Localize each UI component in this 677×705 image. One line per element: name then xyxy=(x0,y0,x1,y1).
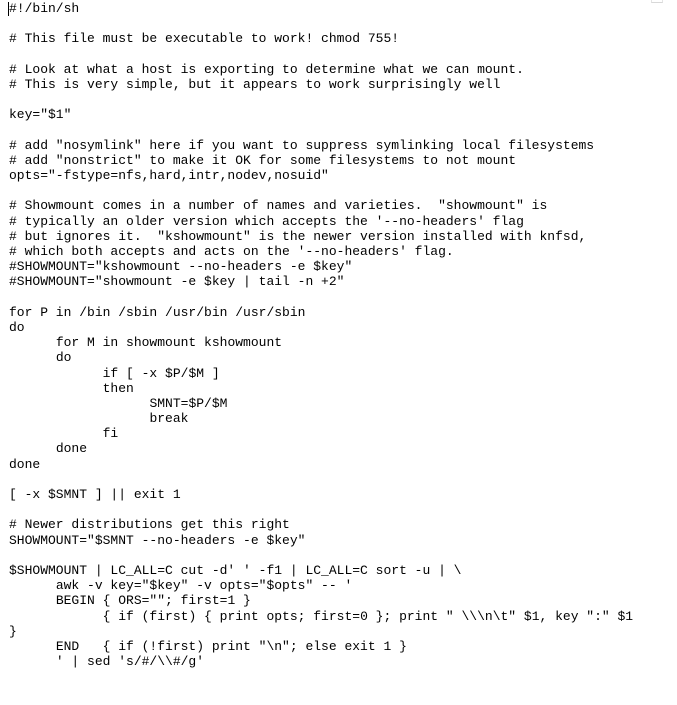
code-line[interactable]: # but ignores it. "kshowmount" is the newer version installed with knfsd, xyxy=(9,228,587,244)
code-line[interactable] xyxy=(9,16,633,31)
code-line[interactable]: awk -v key="$key" -v opts="$opts" -- ' xyxy=(9,578,353,594)
code-line[interactable]: do xyxy=(9,319,25,335)
code-line[interactable]: done xyxy=(9,456,41,472)
code-line[interactable]: break xyxy=(9,411,189,427)
code-line[interactable]: BEGIN { ORS=""; first=1 } xyxy=(9,593,251,609)
code-line[interactable] xyxy=(9,548,633,563)
code-line[interactable] xyxy=(9,183,633,198)
code-line[interactable]: SMNT=$P/$M xyxy=(9,395,228,411)
code-line[interactable] xyxy=(9,290,633,305)
code-line[interactable]: #!/bin/sh xyxy=(9,1,80,16)
code-line[interactable]: for M in showmount kshowmount xyxy=(9,335,283,351)
code-line[interactable]: then xyxy=(9,380,134,396)
code-line[interactable]: # typically an older version which accepts the '--no-headers' flag xyxy=(9,213,524,229)
code-line[interactable]: $SHOWMOUNT | LC_ALL=C cut -d' ' -f1 | LC_ALL=C sort -u | \ xyxy=(9,562,462,578)
code-line[interactable]: END { if (!first) print "\n"; else exit 1 } xyxy=(9,638,407,654)
code-line[interactable]: SHOWMOUNT="$SMNT --no-headers -e $key" xyxy=(9,532,306,548)
code-line[interactable]: # Newer distributions get this right xyxy=(9,517,290,533)
code-line[interactable]: # Look at what a host is exporting to determine what we can mount. xyxy=(9,61,524,77)
code-line[interactable]: opts="-fstype=nfs,hard,intr,nodev,nosuid" xyxy=(9,168,329,184)
code-line[interactable] xyxy=(9,123,633,138)
code-line[interactable]: key="$1" xyxy=(9,107,72,123)
code-line[interactable]: if [ -x $P/$M ] xyxy=(9,365,220,381)
code-line[interactable]: { if (first) { print opts; first=0 }; print " \\\n\t" $1, key ":" $1 xyxy=(9,608,634,624)
code-line[interactable] xyxy=(9,502,633,517)
code-line[interactable]: } xyxy=(9,623,17,639)
code-line[interactable]: # which both accepts and acts on the '--no-headers' flag. xyxy=(9,244,454,259)
code-line[interactable]: for P in /bin /sbin /usr/bin /usr/sbin xyxy=(9,304,306,320)
code-line[interactable] xyxy=(9,47,633,62)
code-line[interactable] xyxy=(9,92,633,107)
code-line[interactable]: # Showmount comes in a number of names and varieties. "showmount" is xyxy=(9,198,548,214)
code-line[interactable]: # This file must be executable to work! chmod 755! xyxy=(9,31,400,47)
code-line[interactable]: done xyxy=(9,441,88,457)
code-line[interactable] xyxy=(9,472,633,487)
code-line[interactable]: #SHOWMOUNT="kshowmount --no-headers -e $key" xyxy=(9,259,353,275)
code-line[interactable]: do xyxy=(9,350,72,366)
code-line[interactable]: # add "nosymlink" here if you want to suppress symlinking local filesystems xyxy=(9,137,595,153)
code-line[interactable]: # This is very simple, but it appears to work surprisingly well xyxy=(9,76,501,92)
code-line[interactable]: fi xyxy=(9,426,119,442)
code-line[interactable]: ' | sed 's/#/\\#/g' xyxy=(9,654,205,670)
code-line[interactable]: #SHOWMOUNT="showmount -e $key | tail -n +2" xyxy=(9,274,345,290)
code-line[interactable]: # add "nonstrict" to make it OK for some filesystems to not mount xyxy=(9,152,517,168)
code-line[interactable]: [ -x $SMNT ] || exit 1 xyxy=(9,487,181,502)
script-code-text[interactable] xyxy=(9,1,633,669)
window-corner-mark xyxy=(651,0,663,3)
